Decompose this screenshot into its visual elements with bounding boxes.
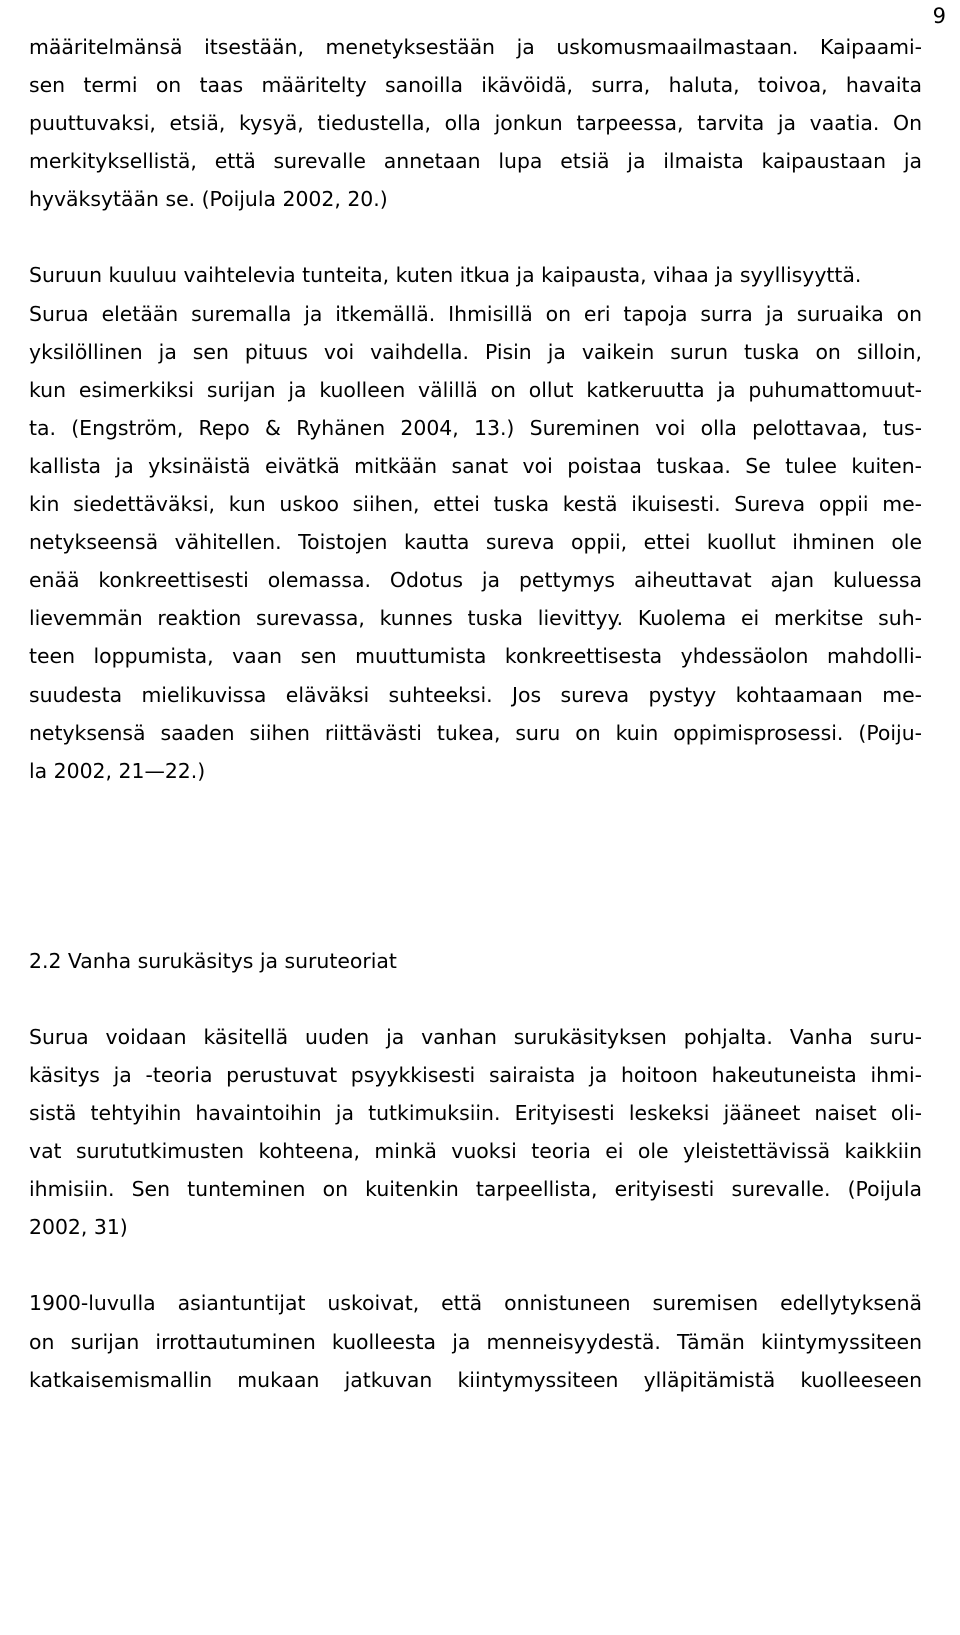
text-line: on surijan irrottautuminen kuolleesta ja menneisyydestä. Tämän kiintymyssiteen (29, 1329, 922, 1354)
paragraph-1 (29, 28, 922, 218)
text-line: merkityksellistä, että surevalle annetaan lupa etsiä ja ilmaista kaipaustaan ja (29, 149, 922, 174)
text-line: enää konkreettisesti olemassa. Odotus ja pettymys aiheuttavat ajan kuluessa (29, 568, 922, 593)
text-line: puuttuvaksi, etsiä, kysyä, tiedustella, olla jonkun tarpeessa, tarvita ja vaatia. On (29, 111, 922, 136)
text-line: vat surututkimusten kohteena, minkä vuoksi teoria ei ole yleistettävissä kaikkiin (29, 1139, 922, 1164)
text-line: netykseensä vähitellen. Toistojen kautta sureva oppii, ettei kuollut ihminen ole (29, 530, 922, 555)
text-line: teen loppumista, vaan sen muuttumista konkreettisesta yhdessäolon mahdolli- (29, 644, 922, 669)
text-line: suudesta mielikuvissa eläväksi suhteeksi. Jos sureva pystyy kohtaamaan me- (29, 682, 922, 707)
text-line: käsitys ja -teoria perustuvat psyykkisesti sairaista ja hoitoon hakeutuneista ihmi- (29, 1062, 922, 1087)
page-number: 9 (932, 4, 946, 28)
text-line: kallista ja yksinäistä eivätkä mitkään sanat voi poistaa tuskaa. Se tulee kuiten- (29, 453, 922, 478)
document-body (29, 28, 922, 1399)
text-line: Surua eletään suremalla ja itkemällä. Ihmisillä on eri tapoja surra ja suruaika on (29, 301, 922, 326)
text-line: kun esimerkiksi surijan ja kuolleen välillä on ollut katkeruutta ja puhumattomuut- (29, 377, 922, 402)
paragraph-gap (29, 980, 922, 1018)
paragraph-gap (29, 1246, 922, 1284)
section-gap (29, 790, 922, 942)
paragraph-4 (29, 1284, 922, 1398)
text-line: netyksensä saaden siihen riittävästi tukea, suru on kuin oppimisprosessi. (Poiju- (29, 720, 922, 745)
paragraph-gap (29, 218, 922, 256)
text-line: katkaisemismallin mukaan jatkuvan kiintymyssiteen ylläpitämistä kuolleeseen (29, 1367, 922, 1392)
paragraph-2 (29, 256, 922, 789)
text-line: hyväksytään se. (Poijula 2002, 20.) (29, 187, 388, 212)
text-line: kin siedettäväksi, kun uskoo siihen, ettei tuska kestä ikuisesti. Sureva oppii me- (29, 492, 922, 517)
text-line: sen termi on taas määritelty sanoilla ikävöidä, surra, haluta, toivoa, havaita (29, 73, 922, 98)
text-line: lievemmän reaktion surevassa, kunnes tuska lievittyy. Kuolema ei merkitse suh- (29, 606, 922, 631)
text-line: Suruun kuuluu vaihtelevia tunteita, kuten itkua ja kaipausta, vihaa ja syyllisyyttä. (29, 263, 862, 288)
text-line: yksilöllinen ja sen pituus voi vaihdella. Pisin ja vaikein surun tuska on silloin, (29, 339, 922, 364)
text-line: 1900-luvulla asiantuntijat uskoivat, että onnistuneen suremisen edellytyksenä (29, 1291, 922, 1316)
text-line: 2002, 31) (29, 1215, 128, 1240)
text-line: Surua voidaan käsitellä uuden ja vanhan surukäsityksen pohjalta. Vanha suru- (29, 1024, 922, 1049)
text-line: la 2002, 21—22.) (29, 758, 206, 783)
text-line: ihmisiin. Sen tunteminen on kuitenkin tarpeellista, erityisesti surevalle. (Poijula (29, 1177, 922, 1202)
text-line: sistä tehtyihin havaintoihin ja tutkimuksiin. Erityisesti leskeksi jääneet naiset oli- (29, 1101, 922, 1126)
paragraph-3 (29, 1018, 922, 1247)
section-heading: 2.2 Vanha surukäsitys ja suruteoriat (29, 948, 397, 973)
text-line: määritelmänsä itsestään, menetyksestään ja uskomusmaailmastaan. Kaipaami- (29, 35, 922, 59)
text-line: ta. (Engström, Repo & Ryhänen 2004, 13.) Sureminen voi olla pelottavaa, tus- (29, 415, 922, 440)
